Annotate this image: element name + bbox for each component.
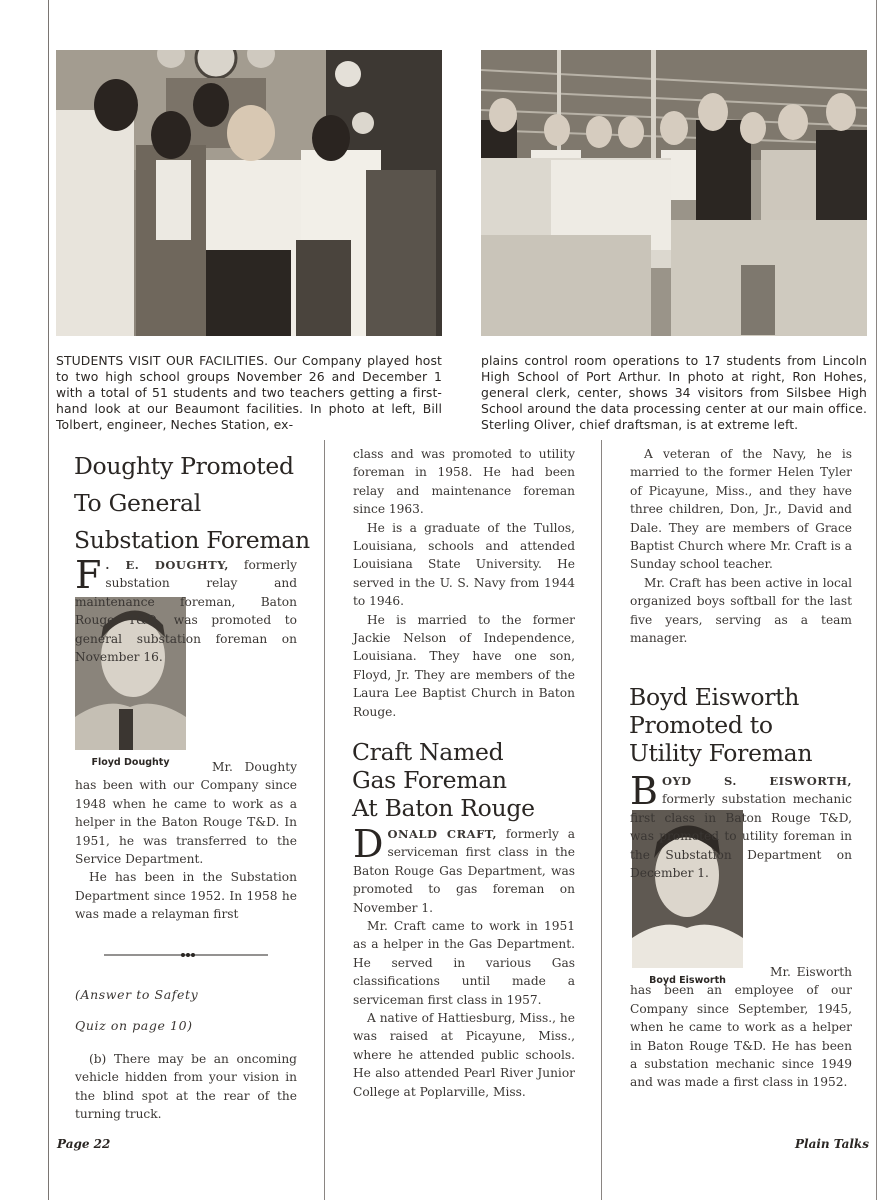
photo-caption-right: plains control room operations to 17 students from Lincoln High School of Port Arthur. In photo at right, Ron Hohes, general clerk, center, shows 34 visitors from Silsbee High School around the data processing center at our main office. Sterling Oliver, chief draftsman, is at extreme left.: [481, 353, 867, 432]
paragraph: Mr. Eisworth has been an employee of our Company since September, 1945, when he came to work as a helper in Baton Rouge T&D. He has been a substation mechanic since 1949 and was made a first class in 1952.: [630, 965, 852, 1090]
safety-answer-text: [75, 1050, 297, 1124]
headline-line: To General: [74, 489, 201, 517]
portrait-caption-eisworth: Boyd Eisworth: [649, 975, 726, 986]
lead-caps-eisworth: OYD S. EISWORTH,: [661, 774, 852, 788]
paragraph: (b) There may be an oncoming vehicle hidden from your vision in the blind spot at the rear of the turning truck.: [75, 1052, 297, 1122]
paragraph: He is a graduate of the Tullos, Louisiana, schools and attended Louisiana State University. He served in the U. S. Navy from 1944 to 1946.: [353, 520, 575, 609]
headline-doughty: [74, 448, 319, 559]
caption-lead: STUDENTS VISIT OUR FACILITIES.: [56, 353, 269, 368]
lead-text-eisworth: formerly substation mechanic first class in Baton Rouge T&D, was promoted to utility foreman in the Substation Department on December 1.: [630, 792, 852, 881]
paragraph: A native of Hattiesburg, Miss., he was raised at Picayune, Miss., where he attended public schools. He also attended Pearl River Junior College at Poplarville, Miss.: [353, 1011, 575, 1099]
headline-line: Gas Foreman: [352, 766, 507, 794]
lead-text-craft: formerly a serviceman first class in the Baton Rouge Gas Department, was promoted to gas foreman on November 1.: [353, 827, 575, 915]
column-rule-1: [324, 440, 325, 1200]
article-craft-body: [353, 822, 575, 1101]
page-border-right: [876, 0, 877, 1200]
headline-line: Substation Foreman: [74, 526, 310, 554]
dropcap-eisworth: B: [630, 769, 658, 813]
footer-page-number: Page 22: [57, 1137, 111, 1151]
article-doughty-continued: [75, 758, 297, 924]
headline-line: Craft Named: [352, 738, 504, 766]
safety-answer-heading-1: (Answer to Safety: [75, 987, 199, 1002]
photo-control-room-image: [56, 50, 442, 336]
headline-line: Boyd Eisworth: [629, 683, 800, 711]
footer-publication: Plain Talks: [794, 1137, 869, 1151]
headline-line: Promoted to: [629, 711, 773, 739]
paragraph: He has been in the Substation Department since 1952. In 1958 he was made a relayman first: [75, 870, 297, 922]
article-doughty-column2: [353, 445, 575, 721]
paragraph-lead: [353, 822, 575, 917]
portrait-caption-doughty: Floyd Doughty: [91, 757, 170, 768]
page-border-left: [48, 0, 49, 1200]
headline-line: At Baton Rouge: [352, 794, 535, 822]
article-doughty-body: [75, 553, 297, 666]
headline-eisworth: [629, 683, 869, 767]
paragraph: A veteran of the Navy, he is married to the former Helen Tyler of Picayune, Miss., and they have three children, Don, Jr., David and Dale. They are members of Grace Baptist Church where Mr. Craft is a Sunday school teacher.: [630, 447, 852, 572]
photo-control-room: [56, 50, 442, 336]
ornament-divider: [104, 950, 268, 960]
paragraph: Mr. Doughty has been with our Company since 1948 when he came to work as a helper in the Baton Rouge T&D. In 1951, he was transferred to the Service Department.: [75, 760, 297, 867]
lead-caps-doughty: . E. DOUGHTY,: [105, 558, 229, 572]
photo-caption-left: [56, 353, 442, 433]
headline-craft: [352, 738, 582, 822]
photo-data-processing: [481, 50, 867, 336]
lead-text-doughty: formerly substation relay and maintenance foreman, Baton Rouge T&D, was promoted to general substation foreman on November 16.: [75, 558, 297, 665]
headline-line: Utility Foreman: [629, 739, 813, 767]
paragraph: Mr. Craft came to work in 1951 as a helper in the Gas Department. He served in various Gas classifications until made a serviceman first class in 1957.: [353, 919, 575, 1007]
column-rule-2: [601, 440, 602, 1200]
lead-caps-craft: ONALD CRAFT,: [387, 827, 498, 841]
caption-left-text: Our Company played host to two high school groups November 26 and December 1 with a total of 51 students and two teachers getting a first-hand look at our Beaumont facilities. In photo at left, Bill Tolbert, engineer, Neches Station, ex-: [56, 353, 442, 432]
paragraph: He is married to the former Jackie Nelson of Independence, Louisiana. They have one son, Floyd, Jr. They are members of the Laura Lee Baptist Church in Baton Rouge.: [353, 612, 575, 719]
dropcap-craft: D: [353, 822, 384, 866]
paragraph: class and was promoted to utility foreman in 1958. He had been relay and maintenance foreman since 1963.: [353, 447, 575, 517]
article-eisworth-lead: [630, 769, 852, 882]
article-eisworth-body: [630, 963, 852, 1092]
headline-line: Doughty Promoted: [74, 452, 294, 480]
photo-data-processing-image: [481, 50, 867, 336]
safety-answer-heading-2: Quiz on page 10): [75, 1018, 193, 1033]
article-craft-column3: [630, 445, 852, 647]
paragraph: Mr. Craft has been active in local organized boys softball for the last five years, serving as a team manager.: [630, 575, 852, 646]
dropcap-doughty: F: [75, 553, 102, 597]
